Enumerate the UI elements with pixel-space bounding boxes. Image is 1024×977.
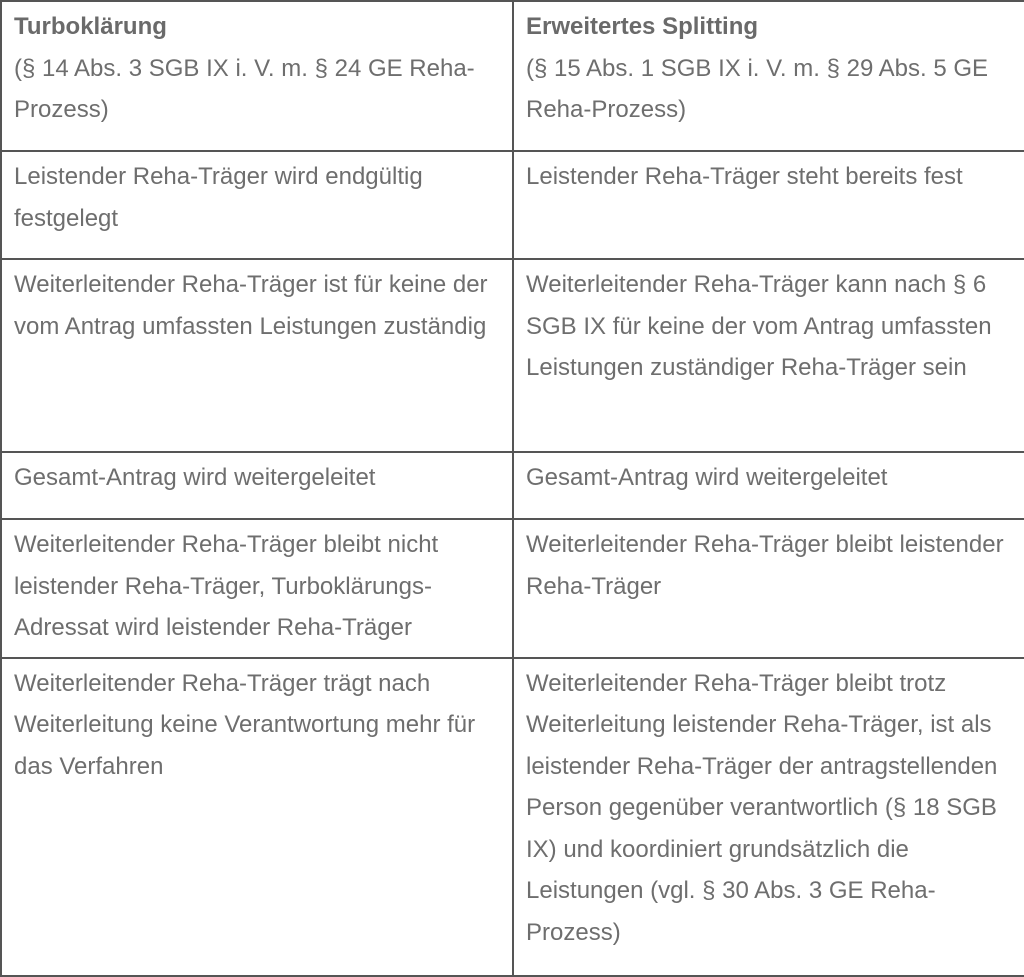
table-row <box>1 658 1024 976</box>
table-cell: Leistender Reha-Träger wird endgültig festgelegt <box>1 151 513 259</box>
table-cell: Gesamt-Antrag wird weitergeleitet <box>1 452 513 519</box>
table-cell: Weiterleitender Reha-Träger kann nach § 6 SGB IX für keine der vom Antrag umfassten Leistungen zuständiger Reha-Träger sein <box>513 259 1024 452</box>
column-legal-reference: (§ 14 Abs. 3 SGB IX i. V. m. § 24 GE Reha-Prozess) <box>14 54 475 123</box>
column-legal-reference: (§ 15 Abs. 1 SGB IX i. V. m. § 29 Abs. 5 GE Reha-Prozess) <box>526 54 989 123</box>
table-cell: Weiterleitender Reha-Träger ist für keine der vom Antrag umfassten Leistungen zuständig <box>1 259 513 452</box>
table-cell: Gesamt-Antrag wird weitergeleitet <box>513 452 1024 519</box>
table-row <box>1 519 1024 658</box>
column-title: Erweitertes Splitting <box>526 13 759 40</box>
table-row <box>1 151 1024 259</box>
table-row <box>1 452 1024 519</box>
table-header-row <box>1 1 1024 151</box>
table-cell: Weiterleitender Reha-Träger bleibt nicht leistender Reha-Träger, Turboklärungs-Adressat wird leistender Reha-Träger <box>1 519 513 658</box>
table-row <box>1 259 1024 452</box>
table-cell: Weiterleitender Reha-Träger bleibt leistender Reha-Träger <box>513 519 1024 658</box>
table-cell: Weiterleitender Reha-Träger trägt nach Weiterleitung keine Verantwortung mehr für das Verfahren <box>1 658 513 976</box>
column-title: Turboklärung <box>14 13 167 40</box>
table-cell: Leistender Reha-Träger steht bereits fest <box>513 151 1024 259</box>
table-cell: Weiterleitender Reha-Träger bleibt trotz Weiterleitung leistender Reha-Träger, ist als leistender Reha-Träger der antragstellenden Person gegenüber verantwortlich (§ 18 SGB IX) und koordiniert grundsätzlich die Leistungen (vgl. § 30 Abs. 3 GE Reha-Prozess) <box>513 658 1024 976</box>
header-cell-turboklaerung <box>1 1 513 151</box>
header-cell-erweitertes-splitting <box>513 1 1024 151</box>
